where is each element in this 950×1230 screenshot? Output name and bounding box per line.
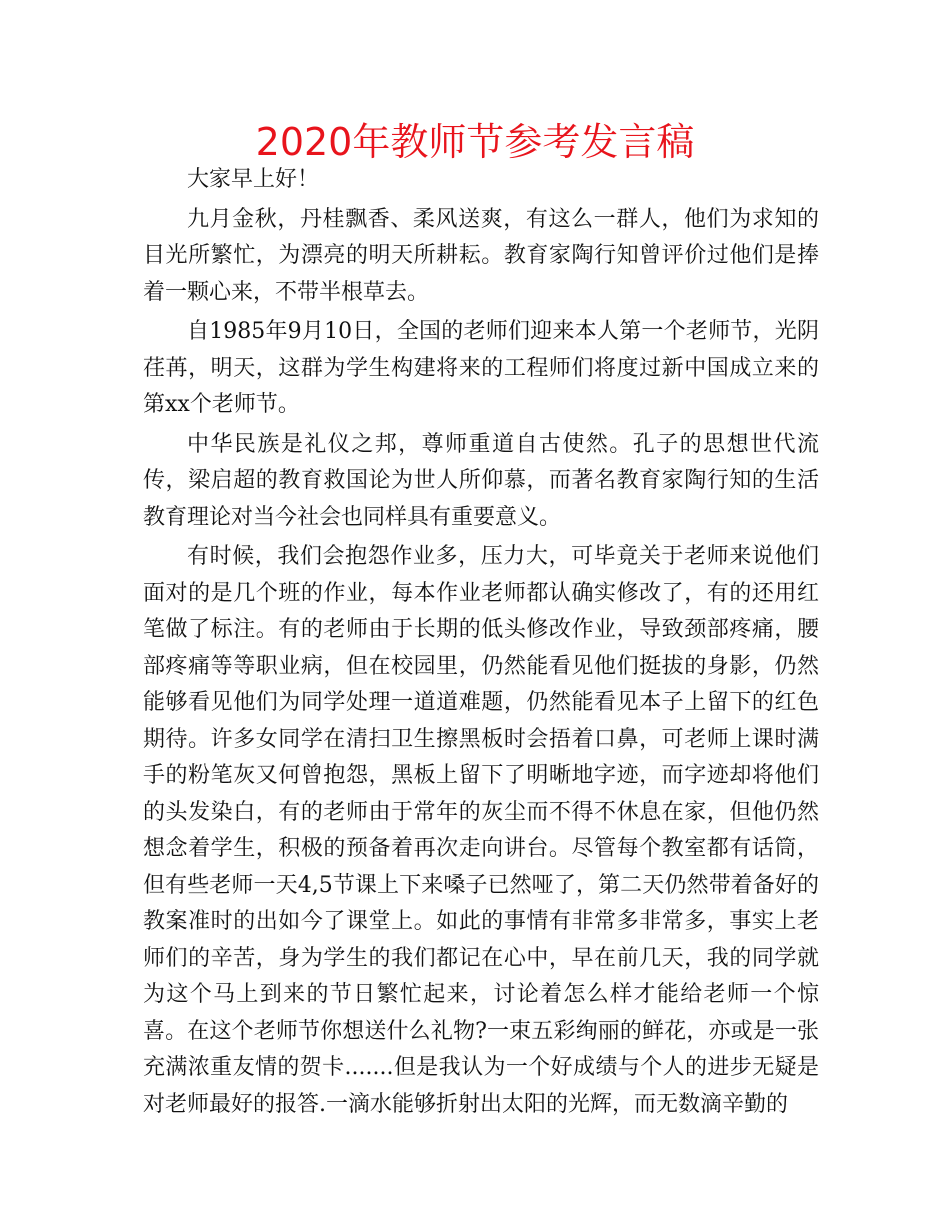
paragraph-greeting: 大家早上好！ (187, 167, 320, 192)
paragraph-tradition: 中华民族是礼仪之邦，尊师重道自古使然。孔子的思想世代流传，梁启超的教育救国论为世人所仰慕，而著名教育家陶行知的生活教育理论对当今社会也同样具有重要意义。 (143, 431, 819, 530)
paragraph-teachers-effort: 有时候，我们会抱怨作业多，压力大，可毕竟关于老师来说他们面对的是几个班的作业，每本作业老师都认确实修改了，有的还用红笔做了标注。有的老师由于长期的低头修改作业，导致颈部疼痛，腰部疼痛等等职业病，但在校园里，仍然能看见他们挺拔的身影，仍然能够看见他们为同学处理一道道难题，仍然能看见本子上留下的红色期待。许多女同学在清扫卫生擦黑板时会捂着口鼻，可老师上课时满手的粉笔灰又何曾抱怨，黑板上留下了明晰地字迹，而字迹却将他们的头发染白，有的老师由于常年的灰尘而不得不休息在家，但他仍然想念着学生，积极的预备着再次走向讲台。尽管每个教室都有话筒，但有些老师一天4,5节课上下来嗓子已然哑了，第二天仍然带着备好的教案准时的出如今了课堂上。如此的事情有非常多非常多，事实上老师们的辛苦，身为学生的我们都记在心中，早在前几天，我的同学就为这个马上到来的节日繁忙起来，讨论着怎么样才能给老师一个惊喜。在这个老师节你想送什么礼物?一束五彩绚丽的鲜花，亦或是一张充满浓重友情的贺卡.......但是我认为一个好成绩与个人的进步无疑是对老师最好的报答.一滴水能够折射出太阳的光辉，而无数滴辛勤的 (143, 544, 819, 1117)
document-body (143, 162, 819, 1126)
document-title: 2020年教师节参考发言稿 (255, 120, 695, 164)
paragraph-history: 自1985年9月10日，全国的老师们迎来本人第一个老师节，光阴荏苒，明天，这群为学生构建将来的工程师们将度过新中国成立来的第xx个老师节。 (143, 319, 819, 417)
paragraph-autumn: 九月金秋，丹桂飘香、柔风送爽，有这么一群人，他们为求知的目光所繁忙，为漂亮的明天所耕耘。教育家陶行知曾评价过他们是捧着一颗心来，不带半根草去。 (143, 206, 819, 305)
